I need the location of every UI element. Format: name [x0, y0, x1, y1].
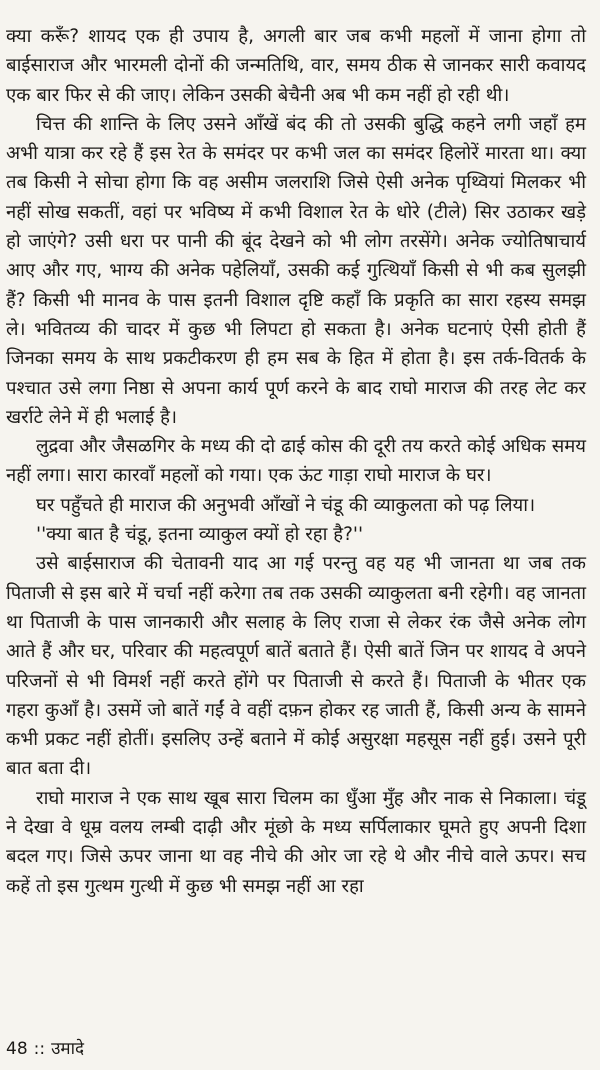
- page-number: 48: [6, 1039, 28, 1059]
- footer-separator: ::: [33, 1039, 46, 1059]
- paragraph-3: लुद्रवा और जैसळगिर के मध्य की दो ढाई कोस की दूरी तय करते कोई अधिक समय नहीं लगा। सारा कारवाँ महलों को गया। एक ऊंट गाड़ा राघो माराज के घर।: [6, 436, 586, 487]
- paragraph-4: घर पहुँचते ही माराज की अनुभवी आँखों ने चंडू की व्याकुलता को पढ़ लिया।: [36, 494, 536, 516]
- book-title: उमादे: [51, 1039, 85, 1059]
- paragraph-7: राघो माराज ने एक साथ खूब सारा चिलम का धुँआ मुँह और नाक से निकाला। चंडू ने देखा वे धूम्र वलय लम्बी दाढ़ी और मूंछो के मध्य सर्पिलाकार घूमते हुए अपनी दिशा बदल गए। जिसे ऊपर जाना था वह नीचे की ओर जा रहे थे और नीचे वाले ऊपर। सच कहें तो इस गुत्थम गुत्थी में कुछ भी समझ नहीं आ रहा: [6, 787, 586, 897]
- page-body-text: [6, 22, 586, 901]
- paragraph-6: उसे बाईसाराज की चेतावनी याद आ गई परन्तु वह यह भी जानता था जब तक पिताजी से इस बारे में चर्चा नहीं करेगा तब तक उसकी व्याकुलता बनी रहेगी। वह जानता था पिताजी के पास जानकारी और सलाह के लिए राजा से लेकर रंक जैसे अनेक लोग आते हैं और घर, परिवार की महत्वपूर्ण बातें बताते हैं। ऐसी बातें जिन पर शायद वे अपने परिजनों से भी विमर्श नहीं करते होंगे पर पिताजी से करते हैं। पिताजी के भीतर एक गहरा कुआँ है। उसमें जो बातें गईं वे वहीं दफ़न होकर रह जाती हैं, किसी अन्य के सामने कभी प्रकट नहीं होतीं। इसलिए उन्हें बताने में कोई असुरक्षा महसूस नहीं हुई। उसने पूरी बात बता दी।: [6, 553, 586, 780]
- page-footer: [6, 1038, 84, 1060]
- paragraph-2: चित्त की शान्ति के लिए उसने आँखें बंद की तो उसकी बुद्धि कहने लगी जहाँ हम अभी यात्रा कर रहे हैं इस रेत के समंदर पर कभी जल का समंदर हिलोरें मारता था। क्या तब किसी ने सोचा होगा कि वह असीम जलराशि जिसे ऐसी अनेक पृथ्वियां मिलकर भी नहीं सोख सकतीं, वहां पर भविष्य में कभी विशाल रेत के धोरे (टीले) सिर उठाकर खड़े हो जाएंगे? उसी धरा पर पानी की बूंद देखने को भी लोग तरसेंगे। अनेक ज्योतिषाचार्य आए और गए, भाग्य की अनेक पहेलियाँ, उसकी कई गुत्थियाँ किसी से भी कब सुलझी हैं? किसी भी मानव के पास इतनी विशाल दृष्टि कहाँ कि प्रकृति का सारा रहस्य समझ ले। भवितव्य की चादर में कुछ भी लिपटा हो सकता है। अनेक घटनाएं ऐसी होती हैं जिनका समय के साथ प्रकटीकरण ही हम सब के हित में होता है। इस तर्क-वितर्क के पश्चात उसे लगा निष्ठा से अपना कार्य पूर्ण करने के बाद राघो माराज की तरह लेट कर खर्राटे लेने में ही भलाई है।: [6, 113, 586, 428]
- paragraph-1: क्या करूँ? शायद एक ही उपाय है, अगली बार जब कभी महलों में जाना होगा तो बाईसाराज और भारमली दोनों की जन्मतिथि, वार, समय ठीक से जानकर सारी कवायद एक बार फिर से की जाए। लेकिन उसकी बेचैनी अब भी कम नहीं हो रही थी।: [6, 26, 586, 106]
- paragraph-5-dialogue: ''क्या बात है चंडू, इतना व्याकुल क्यों हो रहा है?'': [36, 524, 364, 546]
